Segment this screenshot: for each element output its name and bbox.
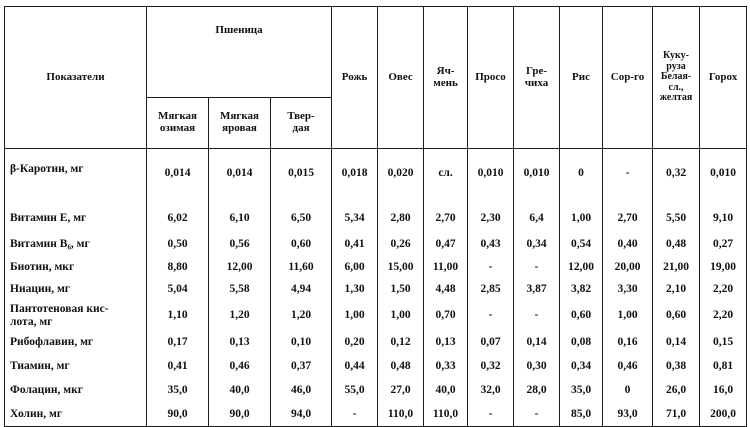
table-cell: сл. xyxy=(424,149,468,205)
table-cell: 1,00 xyxy=(560,205,603,233)
table-cell: 5,34 xyxy=(332,205,378,233)
table-cell: 0,38 xyxy=(653,355,700,379)
table-cell: 0,30 xyxy=(514,355,560,379)
table-cell: 200,0 xyxy=(700,403,747,427)
table-cell: 0,32 xyxy=(468,355,514,379)
table-cell: 40,0 xyxy=(424,379,468,403)
table-cell: 94,0 xyxy=(271,403,332,427)
header-rice: Рис xyxy=(560,7,603,149)
row-label: Фолацин, мкг xyxy=(5,379,147,403)
header-indicator: Показатели xyxy=(5,7,147,149)
table-cell: 0,70 xyxy=(424,301,468,331)
table-cell: 110,0 xyxy=(424,403,468,427)
table-cell: 2,70 xyxy=(424,205,468,233)
table-cell: 1,00 xyxy=(378,301,424,331)
table-row xyxy=(5,355,747,379)
table-body xyxy=(5,149,747,427)
table-cell: 0,50 xyxy=(147,233,209,257)
table-cell: 5,04 xyxy=(147,279,209,301)
header-corn: Куку- руза Белая- сл., желтая xyxy=(653,7,700,149)
table-cell: 0,34 xyxy=(514,233,560,257)
table-cell: 0,33 xyxy=(424,355,468,379)
table-cell: - xyxy=(468,403,514,427)
table-cell: 0,08 xyxy=(560,331,603,355)
table-cell: 4,48 xyxy=(424,279,468,301)
row-label: Холин, мг xyxy=(5,403,147,427)
table-cell: 16,0 xyxy=(700,379,747,403)
table-cell: 0,46 xyxy=(209,355,271,379)
table-cell: 0,26 xyxy=(378,233,424,257)
table-cell: 1,30 xyxy=(332,279,378,301)
table-cell: 0,41 xyxy=(147,355,209,379)
table-cell: 0,12 xyxy=(378,331,424,355)
table-cell: 0,34 xyxy=(560,355,603,379)
table-cell: 0,27 xyxy=(700,233,747,257)
row-label: Тиамин, мг xyxy=(5,355,147,379)
table-cell: 11,00 xyxy=(424,257,468,279)
table-cell: 26,0 xyxy=(653,379,700,403)
table-cell: 0,14 xyxy=(514,331,560,355)
table-cell: 19,00 xyxy=(700,257,747,279)
table-cell: 0,14 xyxy=(653,331,700,355)
table-row xyxy=(5,279,747,301)
table-cell: 0,43 xyxy=(468,233,514,257)
table-cell: 6,02 xyxy=(147,205,209,233)
row-label: Биотин, мкг xyxy=(5,257,147,279)
table-cell: 85,0 xyxy=(560,403,603,427)
table-cell: 0,010 xyxy=(700,149,747,205)
table-cell: 0,014 xyxy=(209,149,271,205)
table-row xyxy=(5,403,747,427)
table-cell: - xyxy=(514,403,560,427)
table-cell: 0,10 xyxy=(271,331,332,355)
header-millet: Просо xyxy=(468,7,514,149)
table-cell: 0,47 xyxy=(424,233,468,257)
table-cell: 1,00 xyxy=(603,301,653,331)
table-cell: 71,0 xyxy=(653,403,700,427)
table-cell: 4,94 xyxy=(271,279,332,301)
table-cell: 8,80 xyxy=(147,257,209,279)
table-cell: 1,50 xyxy=(378,279,424,301)
header-rye: Рожь xyxy=(332,7,378,149)
table-cell: 0,40 xyxy=(603,233,653,257)
table-cell: 0,81 xyxy=(700,355,747,379)
table-cell: 12,00 xyxy=(209,257,271,279)
table-cell: 0,16 xyxy=(603,331,653,355)
table-cell: 0,48 xyxy=(653,233,700,257)
header-buckwheat: Гре- чиха xyxy=(514,7,560,149)
table-cell: 0,41 xyxy=(332,233,378,257)
table-cell: 0,60 xyxy=(653,301,700,331)
table-cell: 0,13 xyxy=(424,331,468,355)
table-cell: 6,10 xyxy=(209,205,271,233)
table-cell: 0,018 xyxy=(332,149,378,205)
table-cell: 40,0 xyxy=(209,379,271,403)
row-label: Рибофлавин, мг xyxy=(5,331,147,355)
row-label: Витамин B₆, мг xyxy=(5,233,147,257)
table-cell: 1,00 xyxy=(332,301,378,331)
table-cell: 0,60 xyxy=(271,233,332,257)
table-cell: 2,85 xyxy=(468,279,514,301)
table-cell: 15,00 xyxy=(378,257,424,279)
header-wheat-hard: Твер- дая xyxy=(271,98,332,149)
table-cell: 0,37 xyxy=(271,355,332,379)
table-cell: 35,0 xyxy=(147,379,209,403)
table-cell: 2,10 xyxy=(653,279,700,301)
table-cell: 32,0 xyxy=(468,379,514,403)
table-cell: 55,0 xyxy=(332,379,378,403)
table-cell: - xyxy=(603,149,653,205)
header-peas: Горох xyxy=(700,7,747,149)
table-cell: 5,58 xyxy=(209,279,271,301)
table-cell: - xyxy=(332,403,378,427)
table-row xyxy=(5,301,747,331)
table-cell: 2,20 xyxy=(700,279,747,301)
table-cell: 3,30 xyxy=(603,279,653,301)
table-cell: 0,07 xyxy=(468,331,514,355)
table-cell: 11,60 xyxy=(271,257,332,279)
row-label: β-Каротин, мг xyxy=(5,149,147,205)
table-row xyxy=(5,149,747,205)
row-label: Витамин E, мг xyxy=(5,205,147,233)
table-cell: 2,30 xyxy=(468,205,514,233)
table-cell: 0,32 xyxy=(653,149,700,205)
header-oats: Овес xyxy=(378,7,424,149)
table-cell: 0,17 xyxy=(147,331,209,355)
table-cell: 0 xyxy=(560,149,603,205)
table-cell: 20,00 xyxy=(603,257,653,279)
table-cell: 0,46 xyxy=(603,355,653,379)
table-cell: 2,20 xyxy=(700,301,747,331)
table-cell: 2,80 xyxy=(378,205,424,233)
table-cell: - xyxy=(468,257,514,279)
table-cell: 0,44 xyxy=(332,355,378,379)
table-header xyxy=(5,7,747,149)
table-cell: 0,020 xyxy=(378,149,424,205)
row-label: Пантотеновая кис- лота, мг xyxy=(5,301,147,331)
table-row xyxy=(5,257,747,279)
table-cell: 27,0 xyxy=(378,379,424,403)
table-cell: 0 xyxy=(603,379,653,403)
table-cell: 3,87 xyxy=(514,279,560,301)
table-cell: 93,0 xyxy=(603,403,653,427)
table-cell: 0,010 xyxy=(468,149,514,205)
table-cell: 35,0 xyxy=(560,379,603,403)
table-cell: 28,0 xyxy=(514,379,560,403)
table-cell: 3,82 xyxy=(560,279,603,301)
table-cell: 0,010 xyxy=(514,149,560,205)
header-wheat: Пшеница xyxy=(147,7,332,98)
table-cell: - xyxy=(468,301,514,331)
table-cell: - xyxy=(514,301,560,331)
table-cell: 110,0 xyxy=(378,403,424,427)
table-cell: 90,0 xyxy=(147,403,209,427)
table-cell: 5,50 xyxy=(653,205,700,233)
table-cell: 2,70 xyxy=(603,205,653,233)
table-cell: 0,54 xyxy=(560,233,603,257)
table-row xyxy=(5,233,747,257)
table-cell: 0,56 xyxy=(209,233,271,257)
table-cell: 6,00 xyxy=(332,257,378,279)
header-sorghum: Сор-го xyxy=(603,7,653,149)
header-wheat-soft-winter: Мягкая озимая xyxy=(147,98,209,149)
table-cell: 0,20 xyxy=(332,331,378,355)
table-cell: 0,15 xyxy=(700,331,747,355)
table-cell: 0,015 xyxy=(271,149,332,205)
table-cell: 0,60 xyxy=(560,301,603,331)
table-cell: 46,0 xyxy=(271,379,332,403)
table-cell: 0,48 xyxy=(378,355,424,379)
table-cell: - xyxy=(514,257,560,279)
table-row xyxy=(5,205,747,233)
table-cell: 1,10 xyxy=(147,301,209,331)
row-label: Ниацин, мг xyxy=(5,279,147,301)
table-row xyxy=(5,379,747,403)
table-row xyxy=(5,331,747,355)
table-cell: 21,00 xyxy=(653,257,700,279)
table-cell: 1,20 xyxy=(209,301,271,331)
table-cell: 12,00 xyxy=(560,257,603,279)
table-cell: 6,4 xyxy=(514,205,560,233)
nutrient-table xyxy=(4,6,747,427)
table-cell: 90,0 xyxy=(209,403,271,427)
table-cell: 0,014 xyxy=(147,149,209,205)
table-cell: 0,13 xyxy=(209,331,271,355)
table-cell: 6,50 xyxy=(271,205,332,233)
header-wheat-soft-spring: Мягкая яровая xyxy=(209,98,271,149)
header-barley: Яч- мень xyxy=(424,7,468,149)
table-cell: 1,20 xyxy=(271,301,332,331)
table-cell: 9,10 xyxy=(700,205,747,233)
